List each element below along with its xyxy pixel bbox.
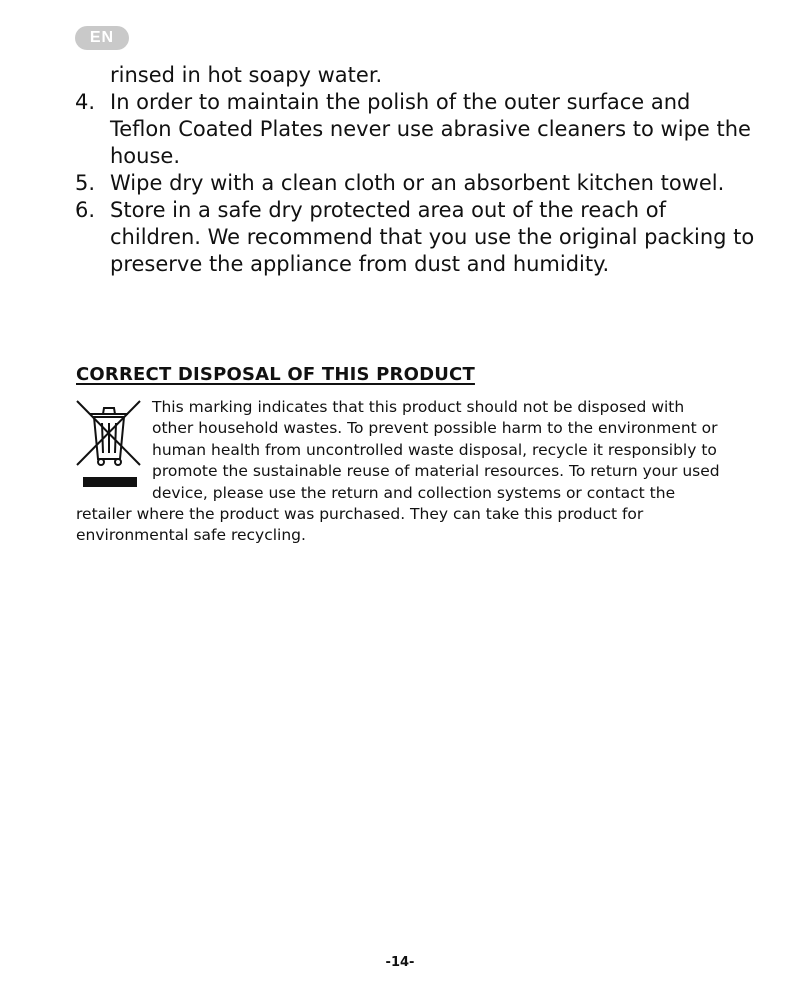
disposal-heading: CORRECT DISPOSAL OF THIS PRODUCT	[76, 364, 475, 385]
step-number: 4.	[75, 90, 96, 114]
step-number: 5.	[75, 171, 96, 195]
step-continuation: rinsed in hot soapy water.	[110, 63, 383, 87]
care-steps-list	[75, 89, 755, 278]
step-text: Wipe dry with a clean cloth or an absorbent kitchen towel.	[110, 171, 725, 195]
page-number: -14-	[385, 955, 415, 970]
disposal-section	[76, 397, 726, 547]
step-text: In order to maintain the polish of the outer surface and Teflon Coated Plates never use abrasive cleaners to wipe the house.	[110, 90, 751, 168]
weee-crossed-bin-icon	[76, 399, 142, 495]
disposal-text: This marking indicates that this product should not be disposed with other household wastes. To prevent possible harm to the environment or human health from uncontrolled waste disposal, recycle it responsibly to promote the sustainable reuse of material resources. To return your used device, please use the return and collection systems or contact the retailer where the product was purchased. They can take this product for environmental safe recycling.	[76, 398, 720, 545]
step-item	[75, 89, 755, 170]
step-text: Store in a safe dry protected area out of the reach of children. We recommend that you use the original packing to preserve the appliance from dust and humidity.	[110, 198, 755, 276]
step-item	[75, 197, 755, 278]
step-item	[75, 170, 755, 197]
language-badge: EN	[75, 26, 129, 50]
step-number: 6.	[75, 198, 96, 222]
